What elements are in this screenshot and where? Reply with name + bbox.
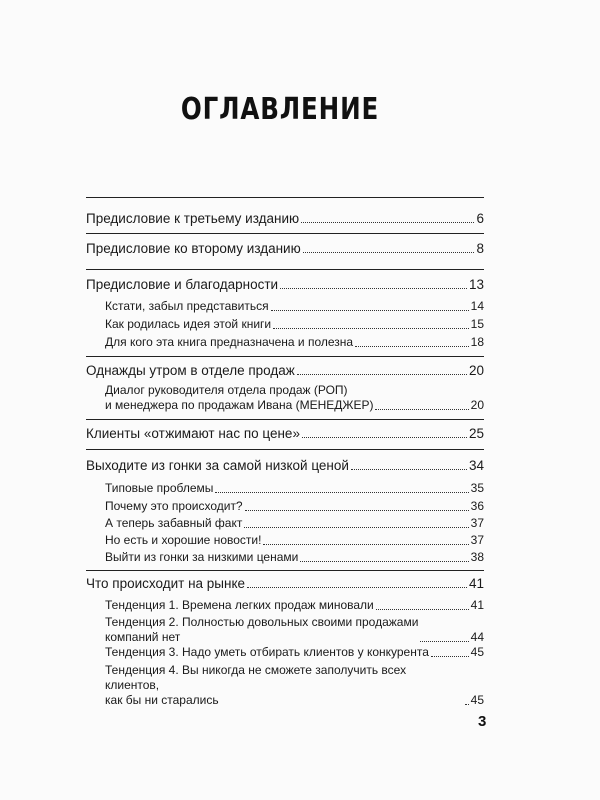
toc-entry[interactable] [105, 383, 484, 413]
toc-entry-page: 45 [470, 645, 484, 659]
toc-entry-title: Но есть и хорошие новости! [105, 533, 262, 547]
dot-leader [355, 346, 469, 347]
toc-entry-page: 13 [468, 277, 484, 292]
toc-entry-title: Выходите из гонки за самой низкой ценой [86, 458, 349, 473]
toc-entry[interactable] [105, 663, 484, 708]
dot-leader [263, 544, 468, 545]
toc-entry[interactable] [105, 317, 484, 332]
dot-leader [301, 222, 474, 223]
toc-entry-page: 45 [470, 693, 484, 707]
toc-entry[interactable] [105, 499, 484, 514]
page-number: 3 [478, 713, 487, 730]
toc-entry[interactable] [86, 576, 484, 591]
dot-leader [215, 492, 468, 493]
toc-entry-page: 20 [468, 363, 484, 378]
divider [86, 233, 484, 234]
toc-entry[interactable] [86, 363, 484, 378]
toc-entry[interactable] [105, 550, 484, 565]
divider [86, 570, 484, 571]
toc-entry[interactable] [105, 615, 484, 645]
toc-entry-page: 41 [470, 598, 484, 612]
toc-entry-page: 34 [468, 458, 484, 473]
dot-leader [351, 469, 467, 470]
toc-entry-page: 20 [470, 398, 484, 412]
divider [86, 449, 484, 450]
toc-entry-title: Тенденция 1. Времена легких продаж миновали [105, 598, 374, 612]
dot-leader [280, 288, 467, 289]
toc-entry-title: Выйти из гонки за низкими ценами [105, 550, 299, 564]
toc-entry-page: 8 [476, 241, 484, 256]
toc-entry-title: Кстати, забыл представиться [105, 299, 269, 313]
toc-entry[interactable] [86, 458, 484, 473]
dot-leader [465, 704, 469, 705]
dot-leader [273, 328, 469, 329]
toc-entry-title: Что происходит на рынке [86, 576, 246, 591]
toc-entry-page: 14 [470, 299, 484, 313]
toc-entry-title: Клиенты «отжимают нас по цене» [86, 426, 300, 441]
toc-entry-title: Тенденция 2. Полностью довольных своими продажами компаний нет [105, 615, 419, 644]
divider [86, 356, 484, 357]
dot-leader [420, 641, 468, 642]
dot-leader [431, 656, 469, 657]
toc-entry-title: Тенденция 3. Надо уметь отбирать клиентов у конкурента [105, 645, 429, 659]
dot-leader [302, 437, 467, 438]
toc-entry-title: Диалог руководителя отдела продаж (РОП) и менеджера по продажам Ивана (МЕНЕДЖЕР) [105, 383, 374, 412]
toc-entry[interactable] [86, 277, 484, 292]
divider [86, 269, 484, 270]
toc-entry[interactable] [105, 533, 484, 548]
toc-entry-title: Однажды утром в отделе продаж [86, 363, 295, 378]
dot-leader [300, 561, 468, 562]
toc-entry[interactable] [86, 211, 484, 226]
toc-entry-title: Предисловие к третьему изданию [86, 211, 300, 226]
toc-entry-title: Для кого эта книга предназначена и полезна [105, 335, 354, 349]
dot-leader [303, 252, 475, 253]
toc-entry-page: 25 [468, 426, 484, 441]
toc-entry[interactable] [86, 241, 484, 256]
toc-entry-page: 6 [476, 211, 484, 226]
toc-entry-page: 36 [470, 499, 484, 513]
toc-entry-page: 35 [470, 481, 484, 495]
dot-leader [247, 587, 467, 588]
divider [86, 419, 484, 420]
dot-leader [271, 310, 469, 311]
toc-entry[interactable] [86, 426, 484, 441]
toc-entry-page: 15 [470, 317, 484, 331]
toc-entry[interactable] [105, 335, 484, 350]
dot-leader [244, 527, 468, 528]
toc-entry-title: Типовые проблемы [105, 481, 214, 495]
dot-leader [245, 510, 469, 511]
dot-leader [376, 609, 469, 610]
toc-entry-title: А теперь забавный факт [105, 516, 243, 530]
toc-entry-title: Предисловие и благодарности [86, 277, 279, 292]
toc-entry-title: Почему это происходит? [105, 499, 243, 513]
toc-entry-title: Как родилась идея этой книги [105, 317, 272, 331]
divider [86, 197, 484, 198]
toc-entry[interactable] [105, 481, 484, 496]
page-title: ОГЛАВЛЕНИЕ [180, 92, 380, 127]
toc-entry-title: Предисловие ко второму изданию [86, 241, 301, 256]
toc-entry-page: 38 [470, 550, 484, 564]
toc-entry-page: 37 [470, 516, 484, 530]
toc-entry-page: 18 [470, 335, 484, 349]
toc-entry[interactable] [105, 516, 484, 531]
toc-entry[interactable] [105, 645, 484, 660]
toc-entry-page: 41 [468, 576, 484, 591]
toc-entry[interactable] [105, 598, 484, 613]
toc-entry-page: 44 [470, 630, 484, 644]
dot-leader [297, 374, 467, 375]
dot-leader [375, 409, 468, 410]
toc-entry-title: Тенденция 4. Вы никогда не сможете заполучить всех клиентов, как бы ни старались [105, 663, 407, 707]
toc-entry[interactable] [105, 299, 484, 314]
toc-entry-page: 37 [470, 533, 484, 547]
